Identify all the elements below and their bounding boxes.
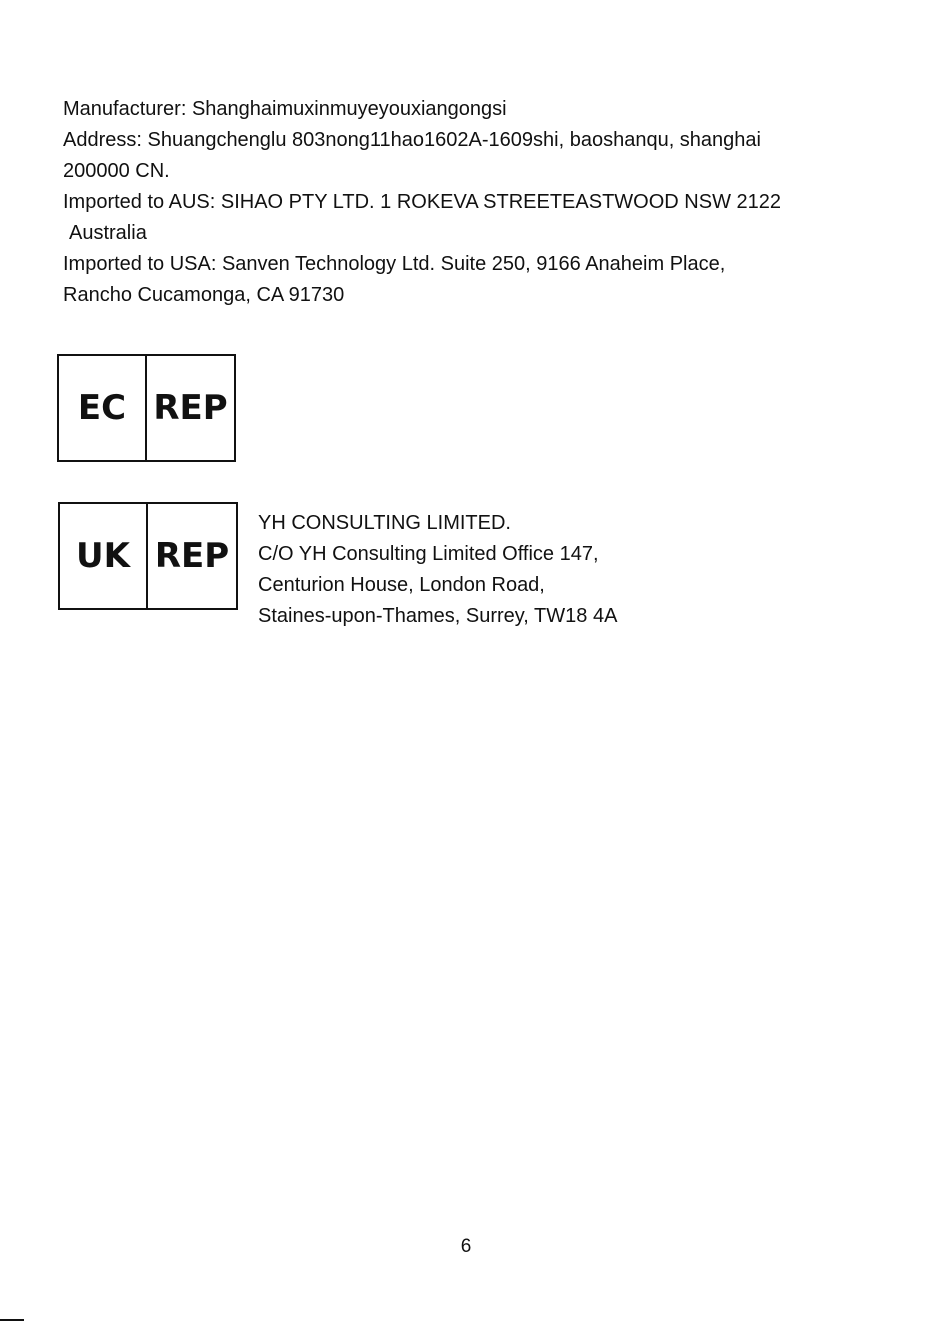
page-number: 6 bbox=[460, 1236, 472, 1257]
address-line-1: Address: Shuangchenglu 803nong11hao1602A-1609shi, baoshanqu, shanghai bbox=[63, 129, 761, 151]
manufacturer-line: Manufacturer: Shanghaimuxinmuyeyouxiangongsi bbox=[63, 98, 507, 120]
uk-rep-address-line-4: Staines-upon-Thames, Surrey, TW18 4A bbox=[258, 605, 618, 627]
aus-importer-line-1: Imported to AUS: SIHAO PTY LTD. 1 ROKEVA STREETEASTWOOD NSW 2122 bbox=[63, 191, 781, 213]
aus-importer-line-2: Australia bbox=[69, 222, 147, 244]
usa-importer-line-1: Imported to USA: Sanven Technology Ltd. Suite 250, 9166 Anaheim Place, bbox=[63, 253, 726, 275]
uk-rep-label-uk: UK bbox=[60, 504, 148, 608]
uk-rep-label-rep: REP bbox=[154, 536, 230, 576]
uk-rep-address-line-2: C/O YH Consulting Limited Office 147, bbox=[258, 543, 599, 565]
uk-rep-address bbox=[258, 508, 617, 632]
manufacturer-info bbox=[63, 94, 903, 311]
uk-rep-symbol bbox=[58, 502, 238, 610]
usa-importer-line-2: Rancho Cucamonga, CA 91730 bbox=[63, 284, 345, 306]
ec-rep-symbol bbox=[57, 354, 236, 462]
corner-crop-mark bbox=[0, 1319, 24, 1321]
ec-rep-label-rep: REP bbox=[153, 388, 228, 428]
uk-rep-address-line-1: YH CONSULTING LIMITED. bbox=[258, 512, 511, 534]
ec-rep-label-ec: EC bbox=[59, 356, 147, 460]
uk-rep-address-line-3: Centurion House, London Road, bbox=[258, 574, 545, 596]
address-line-2: 200000 CN. bbox=[63, 160, 170, 182]
